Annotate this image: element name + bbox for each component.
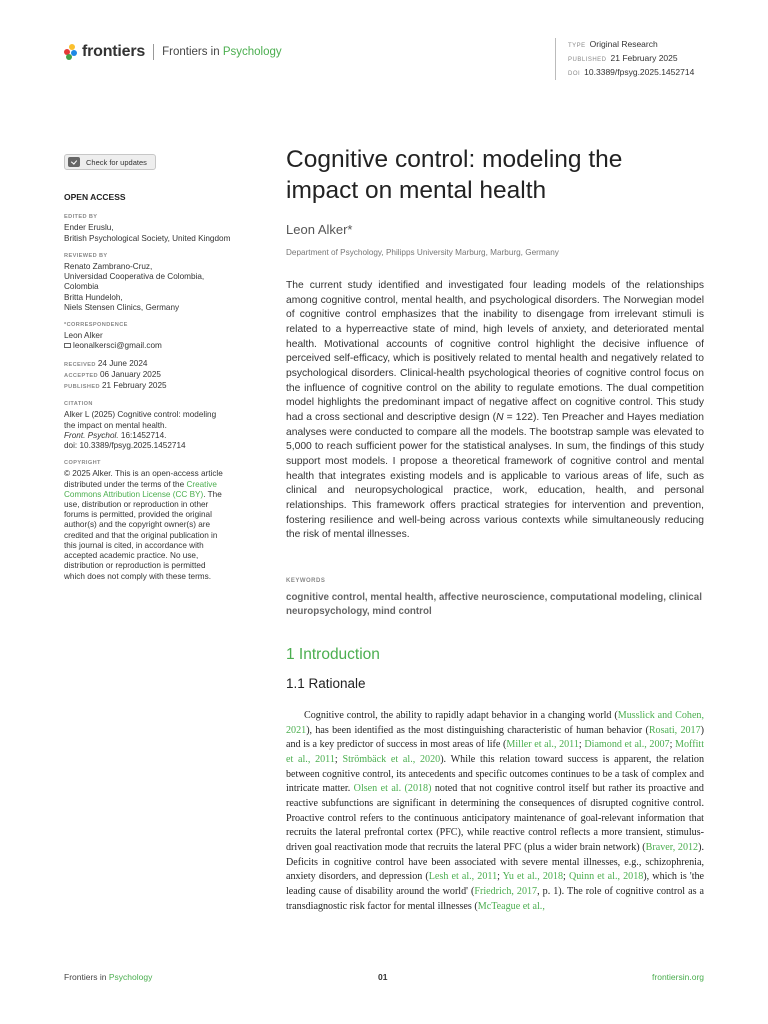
check-updates-label: Check for updates [86,157,147,167]
frontiers-logo[interactable] [64,42,282,62]
footer-journal-prefix: Frontiers in [64,972,109,982]
received-date [64,359,260,370]
citation-link[interactable]: Moffitt et al., 2011 [286,739,705,765]
body-text: ; [563,871,569,883]
open-access-label: OPEN ACCESS [64,192,126,202]
license-link[interactable]: Commons Attribution License (CC BY) [64,489,204,499]
abstract-n-symbol: N [496,411,504,423]
article-meta [555,38,694,80]
meta-published-label: PUBLISHED [568,57,607,63]
abstract [286,279,704,543]
journal-name [162,46,282,58]
reviewer-name: Renato Zambrano-Cruz, [64,262,153,272]
keywords-label: KEYWORDS [286,578,326,584]
reviewer-affiliation: Colombia [64,282,99,292]
meta-published [568,52,694,66]
article-title [286,144,716,206]
license-link[interactable]: Creative [186,479,217,489]
editor-name: Ender Eruslu, [64,223,114,233]
copyright-text-part: distributed under the terms of the [64,479,187,489]
footer-journal-field: Psychology [108,972,153,982]
copyright-text [64,480,260,490]
citation-doi[interactable]: doi: 10.3389/fpsyg.2025.1452714 [64,441,186,451]
citation-link[interactable]: McTeague et al., [477,900,545,912]
copyright-text [64,490,260,500]
citation-text: the impact on mental health. [64,420,167,430]
citation-link[interactable]: Friedrich, 2017 [474,885,538,897]
edited-by-label: EDITED BY [64,214,98,221]
meta-doi-value[interactable]: 10.3389/fpsyg.2025.1452714 [584,67,695,77]
published-date [64,381,260,392]
citation-text: Alker L (2025) Cognitive control: modeling [64,410,217,420]
citation-journal-name: Front. Psychol. [64,430,119,440]
editor-affiliation: British Psychological Society, United Kingdom [64,233,231,243]
author-name[interactable]: Leon Alker* [286,222,353,237]
citation-volume: 16:1452714. [118,430,167,440]
copyright-text: © 2025 Alker. This is an open-access article [64,469,223,479]
citation-link[interactable]: Rosati, 2017 [648,724,701,736]
citation-link[interactable]: Lesh et al., 2011 [428,871,498,883]
footer-site-link[interactable]: frontiersin.org [652,972,704,982]
received-label: RECEIVED [64,361,96,368]
body-paragraph [286,709,704,914]
logo-divider [153,44,154,60]
body-text: ; [334,753,343,765]
correspondence-email[interactable] [64,341,260,351]
accepted-date [64,370,260,381]
copyright-text: distribution or reproduction is permitted [64,561,206,571]
meta-published-value: 21 February 2025 [610,53,678,63]
paragraph [286,709,704,914]
body-text: ) and is a key predictor of success in most areas of life ( [286,724,705,751]
page-number: 01 [378,972,388,982]
citation-link[interactable]: Olsen et al. (2018) [353,783,432,795]
logo-wordmark: frontiers [82,43,146,60]
journal-field: Psychology [222,46,282,58]
citation-link[interactable]: Miller et al., 2011 [506,739,579,751]
subsection-heading-rationale: 1.1 Rationale [286,676,366,691]
copyright-text: author(s) and the copyright owner(s) are [64,520,211,530]
journal-prefix: Frontiers in [162,46,220,58]
keywords: cognitive control, mental health, affective neuroscience, computational modeling, clinical neuropsychology, mind control [286,592,702,617]
check-for-updates-button[interactable] [64,154,156,170]
body-text: noted that not cognitive control itself but rather its proactive and reactive subfunctions are significant in determining the consequences of disrupted cognitive control. Proactive control refers to the continuous anticipatory maintenance of goal-relevant information that recruits the lateral prefrontal cortex (PFC), while reactive control reflects a more transient, stimulus-driven goal reactivation mode that recruits the lateral PFC (plus a wider brain network) ( [286,783,704,853]
abstract-text: = 122). Ten Preacher and Hayes mediation analyses were conducted to compare all the models. The bootstrap sample was elevated to 5,000 to reach sufficient power for the statistical analyses. In sum, the findings of this study support most models. I propose a theoretical framework of cognitive control and mental health that integrates existing models and is applicable to various areas of life, such as clinical and neuropsychological practice, work, education, health, and personal relationships. This framework offers practical strategies for intervention and prevention, fostering resilience and well-being across various contexts while simultaneously reducing the risk of mental illnesses. [286,411,704,541]
citation-journal [64,431,260,441]
correspondence-label: *CORRESPONDENCE [64,322,128,329]
section-heading-introduction: 1 Introduction [286,646,380,663]
citation-link[interactable]: Diamond et al., 2007 [584,739,670,751]
title-line: impact on mental health [286,177,547,204]
frontiers-logo-icon [64,44,78,60]
article-dates [64,359,260,393]
author-affiliation: Department of Psychology, Philipps University Marburg, Marburg, Germany [286,248,559,257]
body-text: ; [669,739,676,751]
copyright-text: which does not comply with these terms. [64,571,211,581]
copyright-text-part: . The [203,489,222,499]
copyright-text: forums is permitted, provided the original [64,510,212,520]
copyright-label: COPYRIGHT [64,460,101,467]
body-text: ), has been identified as the most distinguishing characteristic of human behavior ( [306,724,649,736]
body-text: , p. 1). The role of cognitive control as a transdiagnostic risk factor for mental illnesses ( [286,885,705,912]
published-label: PUBLISHED [64,384,100,391]
body-text: ; [497,871,503,883]
accepted-value: 06 January 2025 [99,369,161,379]
reviewer-affiliation: Universidad Cooperativa de Colombia, [64,272,205,282]
citation-link[interactable]: Strömbäck et al., 2020 [342,753,441,765]
meta-type-label: TYPE [568,43,586,49]
copyright-text: this journal is cited, in accordance with [64,540,204,550]
check-updates-icon [68,157,80,167]
sidebar-info [64,192,260,582]
meta-type-value: Original Research [589,39,658,49]
copyright-text: credited and that the original publication in [64,530,218,540]
published-value: 21 February 2025 [101,381,167,391]
body-text: ), which is 'the leading cause of disability around the world' ( [286,871,705,897]
meta-doi[interactable] [568,66,694,80]
email-link[interactable]: leonalkersci@gmail.com [73,341,162,351]
footer-journal [64,972,152,982]
mail-icon [64,343,71,348]
citation-link[interactable]: Yu et al., 2018 [502,871,564,883]
copyright-text: accepted academic practice. No use, [64,551,199,561]
citation-label: CITATION [64,401,93,408]
title-line: Cognitive control: modeling the [286,146,623,173]
citation-link[interactable]: Musslick and Cohen, 2021 [286,710,705,736]
received-value: 24 June 2024 [97,358,148,368]
reviewer-name: Britta Hundeloh, [64,292,123,302]
abstract-text: The current study identified and investigated four leading models of the relationships among cognitive control, mental health, and psychological disorders. The Norwegian model of cognitive control emphasizes that the inability to disengage from irrelevant stimuli is related to a hyperreactive state of mind, high levels of anxiety, and deteriorated mental health. Motivational accounts of cognitive control highlight the decisive influence of perceived self-efficacy, which is positively related to mental health and negatively related to psychological disorders. Clinical-health psychological theories of cognitive control focus on the influence of cognitive control on the ability to regulate emotions. The dual competition model highlights the predominant impact of negative affect on cognitive control. This study had a cross sectional and descriptive design ( [286,280,704,423]
body-text: ; [578,739,585,751]
citation-link[interactable]: Braver, 2012 [645,841,699,853]
citation-link[interactable]: Quinn et al., 2018 [568,871,644,883]
body-text: ). Deficits in cognitive control have been associated with severe mental illnesses, e.g., schizophrenia, anxiety disorders, and depression ( [286,841,704,883]
reviewer-affiliation: Niels Stensen Clinics, Germany [64,302,180,312]
meta-doi-label: DOI [568,71,581,77]
body-text: ). While this relation toward success is apparent, the relation between cognitive control, its antecedents and specific outcomes continues to be a task of complex and intricate matter. [286,753,705,795]
copyright-text: use, distribution or reproduction in other [64,500,209,510]
correspondence-name: Leon Alker [64,331,103,341]
meta-type [568,38,694,52]
accepted-label: ACCEPTED [64,372,98,379]
reviewed-by-label: REVIEWED BY [64,252,108,259]
body-text: Cognitive control, the ability to rapidly adapt behavior in a changing world ( [304,710,618,721]
